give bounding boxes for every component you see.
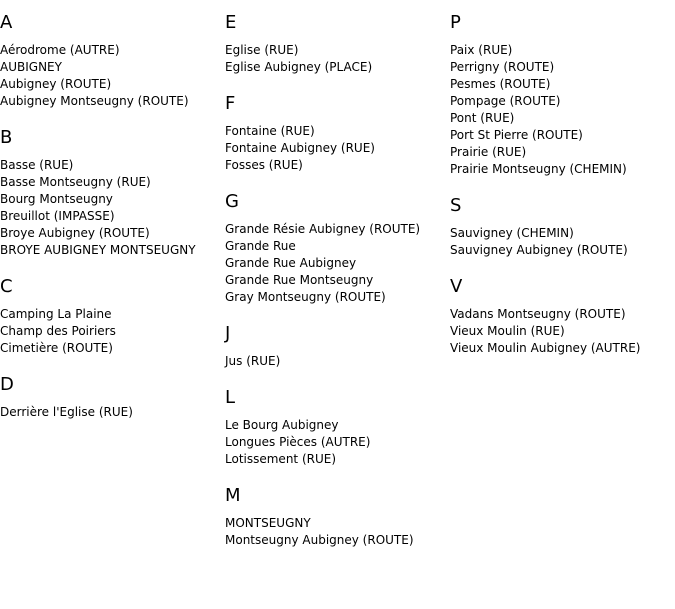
letter-heading: S — [450, 195, 462, 216]
street-link[interactable]: Grande Rue Aubigney — [225, 256, 357, 270]
street-link[interactable]: Grande Rue Montseugny — [225, 273, 374, 287]
street-link[interactable]: Longues Pièces (AUTRE) — [225, 435, 371, 449]
street-link[interactable]: AUBIGNEY — [0, 60, 62, 74]
street-link[interactable]: Aubigney (ROUTE) — [0, 77, 112, 91]
street-link[interactable]: Gray Montseugny (ROUTE) — [225, 290, 386, 304]
letter-heading: C — [0, 276, 13, 297]
street-link[interactable]: Pesmes (ROUTE) — [450, 77, 551, 91]
street-list — [450, 306, 675, 357]
street-link[interactable]: Breuillot (IMPASSE) — [0, 209, 115, 223]
street-link[interactable]: Vieux Moulin Aubigney (AUTRE) — [450, 341, 641, 355]
letter-heading: G — [225, 191, 239, 212]
street-link[interactable]: Vieux Moulin (RUE) — [450, 324, 565, 338]
letter-section — [225, 12, 450, 76]
street-link[interactable]: Port St Pierre (ROUTE) — [450, 128, 583, 142]
street-link[interactable]: Sauvigney (CHEMIN) — [450, 226, 574, 240]
street-link[interactable]: Aérodrome (AUTRE) — [0, 43, 120, 57]
street-link[interactable]: Broye Aubigney (ROUTE) — [0, 226, 150, 240]
street-list — [0, 42, 225, 110]
street-list — [225, 42, 450, 76]
street-list — [225, 515, 450, 549]
street-link[interactable]: Eglise Aubigney (PLACE) — [225, 60, 373, 74]
letter-section — [225, 93, 450, 174]
letter-heading: A — [0, 12, 13, 33]
street-index-column — [450, 12, 675, 374]
street-link[interactable]: Basse (RUE) — [0, 158, 74, 172]
letter-section — [0, 374, 225, 421]
letter-heading: V — [450, 276, 463, 297]
letter-heading: B — [0, 127, 13, 148]
letter-heading: F — [225, 93, 236, 114]
street-index-column — [0, 12, 225, 438]
street-link[interactable]: Aubigney Montseugny (ROUTE) — [0, 94, 189, 108]
street-link[interactable]: Fontaine (RUE) — [225, 124, 315, 138]
letter-section — [0, 127, 225, 259]
letter-heading: E — [225, 12, 237, 33]
street-link[interactable]: Pont (RUE) — [450, 111, 515, 125]
street-link[interactable]: BROYE AUBIGNEY MONTSEUGNY — [0, 243, 196, 257]
letter-heading: L — [225, 387, 236, 408]
letter-section — [450, 276, 675, 357]
letter-heading: J — [225, 323, 231, 344]
letter-section — [225, 323, 450, 370]
street-link[interactable]: Derrière l'Eglise (RUE) — [0, 405, 133, 419]
street-link[interactable]: Montseugny Aubigney (ROUTE) — [225, 533, 414, 547]
street-list — [225, 221, 450, 306]
street-list — [450, 225, 675, 259]
street-link[interactable]: Paix (RUE) — [450, 43, 513, 57]
letter-section — [450, 195, 675, 259]
street-link[interactable]: MONTSEUGNY — [225, 516, 311, 530]
letter-section — [225, 485, 450, 549]
street-link[interactable]: Lotissement (RUE) — [225, 452, 337, 466]
letter-section — [0, 276, 225, 357]
letter-section — [225, 387, 450, 468]
street-link[interactable]: Bourg Montseugny — [0, 192, 113, 206]
street-link[interactable]: Basse Montseugny (RUE) — [0, 175, 151, 189]
street-list — [225, 123, 450, 174]
letter-section — [450, 12, 675, 178]
street-link[interactable]: Sauvigney Aubigney (ROUTE) — [450, 243, 628, 257]
street-index-column — [225, 12, 450, 566]
street-list — [0, 157, 225, 259]
letter-heading: P — [450, 12, 461, 33]
letter-heading: D — [0, 374, 14, 395]
letter-section — [225, 191, 450, 306]
street-list — [450, 42, 675, 178]
street-link[interactable]: Prairie (RUE) — [450, 145, 527, 159]
street-link[interactable]: Le Bourg Aubigney — [225, 418, 339, 432]
street-link[interactable]: Pompage (ROUTE) — [450, 94, 561, 108]
street-link[interactable]: Prairie Montseugny (CHEMIN) — [450, 162, 627, 176]
street-link[interactable]: Fontaine Aubigney (RUE) — [225, 141, 375, 155]
street-link[interactable]: Grande Rue — [225, 239, 296, 253]
street-link[interactable]: Champ des Poiriers — [0, 324, 116, 338]
letter-section — [0, 12, 225, 110]
street-list — [225, 417, 450, 468]
street-link[interactable]: Perrigny (ROUTE) — [450, 60, 555, 74]
letter-heading: M — [225, 485, 241, 506]
street-list — [225, 353, 450, 370]
street-link[interactable]: Cimetière (ROUTE) — [0, 341, 113, 355]
street-link[interactable]: Vadans Montseugny (ROUTE) — [450, 307, 626, 321]
street-link[interactable]: Jus (RUE) — [225, 354, 281, 368]
street-list — [0, 404, 225, 421]
street-link[interactable]: Eglise (RUE) — [225, 43, 299, 57]
street-link[interactable]: Fosses (RUE) — [225, 158, 303, 172]
street-list — [0, 306, 225, 357]
street-link[interactable]: Camping La Plaine — [0, 307, 112, 321]
street-link[interactable]: Grande Résie Aubigney (ROUTE) — [225, 222, 421, 236]
